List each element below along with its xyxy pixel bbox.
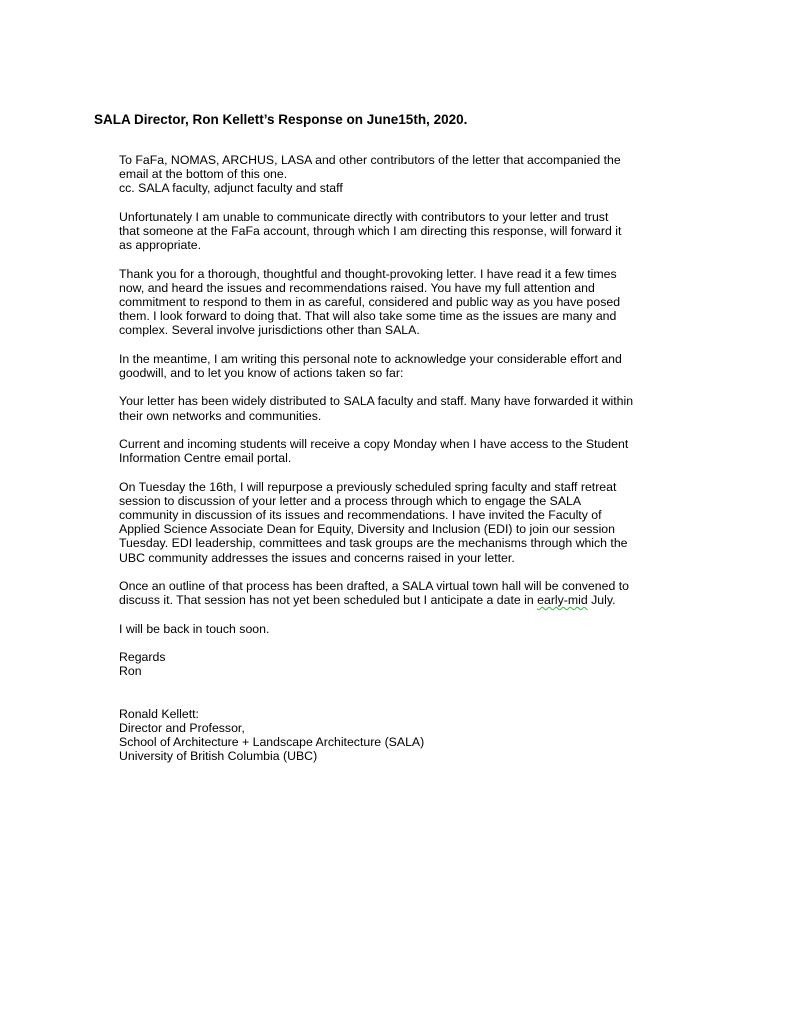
letter-body <box>119 153 679 778</box>
grammar-flagged-word: early-mid <box>537 593 588 608</box>
text-segment: July. <box>587 593 616 608</box>
text-line: In the meantime, I am writing this personal note to acknowledge your considerable effort and <box>119 351 622 366</box>
text-line: To FaFa, NOMAS, ARCHUS, LASA and other contributors of the letter that accompanied the <box>119 153 621 167</box>
paragraph-students <box>119 437 679 465</box>
text-line: On Tuesday the 16th, I will repurpose a previously scheduled spring faculty and staff retreat <box>119 479 617 494</box>
text-line: Applied Science Associate Dean for Equity, Diversity and Inclusion (EDI) to join our session <box>119 522 615 537</box>
text-line: UBC community addresses the issues and concerns raised in your letter. <box>119 550 515 565</box>
text-line: Tuesday. EDI leadership, committees and task groups are the mechanisms through which the <box>119 536 628 551</box>
paragraph-town-hall <box>119 579 679 607</box>
paragraph-forwarding <box>119 210 679 253</box>
text-line: Unfortunately I am unable to communicate directly with contributors to your letter and trust <box>119 209 609 224</box>
text-line: community in discussion of its issues and recommendations. I have invited the Faculty of <box>119 507 602 522</box>
text-line: complex. Several involve jurisdictions other than SALA. <box>119 323 420 338</box>
letter-address <box>119 153 679 196</box>
text-line <box>119 593 679 607</box>
paragraph-retreat <box>119 480 679 565</box>
paragraph-distribution <box>119 394 679 422</box>
text-line: their own networks and communities. <box>119 408 322 423</box>
document-heading: SALA Director, Ron Kellett’s Response on June15th, 2020. <box>94 112 468 127</box>
letter-signature <box>119 707 679 764</box>
text-line: Thank you for a thorough, thoughtful and thought-provoking letter. I have read it a few times <box>119 266 617 281</box>
text-line: that someone at the FaFa account, through which I am directing this response, will forward it <box>119 224 622 238</box>
text-line: School of Architecture + Landscape Architecture (SALA) <box>119 735 425 750</box>
paragraph-meantime <box>119 352 679 380</box>
text-line: Current and incoming students will receive a copy Monday when I have access to the Student <box>119 436 629 451</box>
paragraph-thanks <box>119 267 679 338</box>
text-line: Once an outline of that process has been drafted, a SALA virtual town hall will be convened to <box>119 578 629 593</box>
text-line: Information Centre email portal. <box>119 451 292 466</box>
text-line: cc. SALA faculty, adjunct faculty and staff <box>119 181 343 196</box>
spacer <box>119 693 679 707</box>
text-line: Your letter has been widely distributed to SALA faculty and staff. Many have forwarded it within <box>119 394 634 409</box>
text-line: Regards <box>119 649 166 664</box>
paragraph-back-in-touch <box>119 622 679 636</box>
text-line: commitment to respond to them in as careful, considered and public way as you have posed <box>119 295 621 309</box>
text-line: University of British Columbia (UBC) <box>119 749 318 764</box>
text-line: Ronald Kellett: <box>119 706 199 721</box>
text-line: them. I look forward to doing that. That will also take some time as the issues are many and <box>119 309 617 324</box>
text-line: goodwill, and to let you know of actions taken so far: <box>119 366 404 380</box>
text-line: Director and Professor, <box>119 720 245 735</box>
text-line: now, and heard the issues and recommendations raised. You have my full attention and <box>119 280 595 295</box>
text-line: session to discussion of your letter and a process through which to engage the SALA <box>119 493 582 508</box>
text-line: I will be back in touch soon. <box>119 621 270 636</box>
letter-closing <box>119 650 679 678</box>
text-segment: discuss it. That session has not yet been scheduled but I anticipate a date in <box>119 593 538 608</box>
text-line: Ron <box>119 664 142 679</box>
text-line: email at the bottom of this one. <box>119 167 288 182</box>
text-line: as appropriate. <box>119 238 202 253</box>
